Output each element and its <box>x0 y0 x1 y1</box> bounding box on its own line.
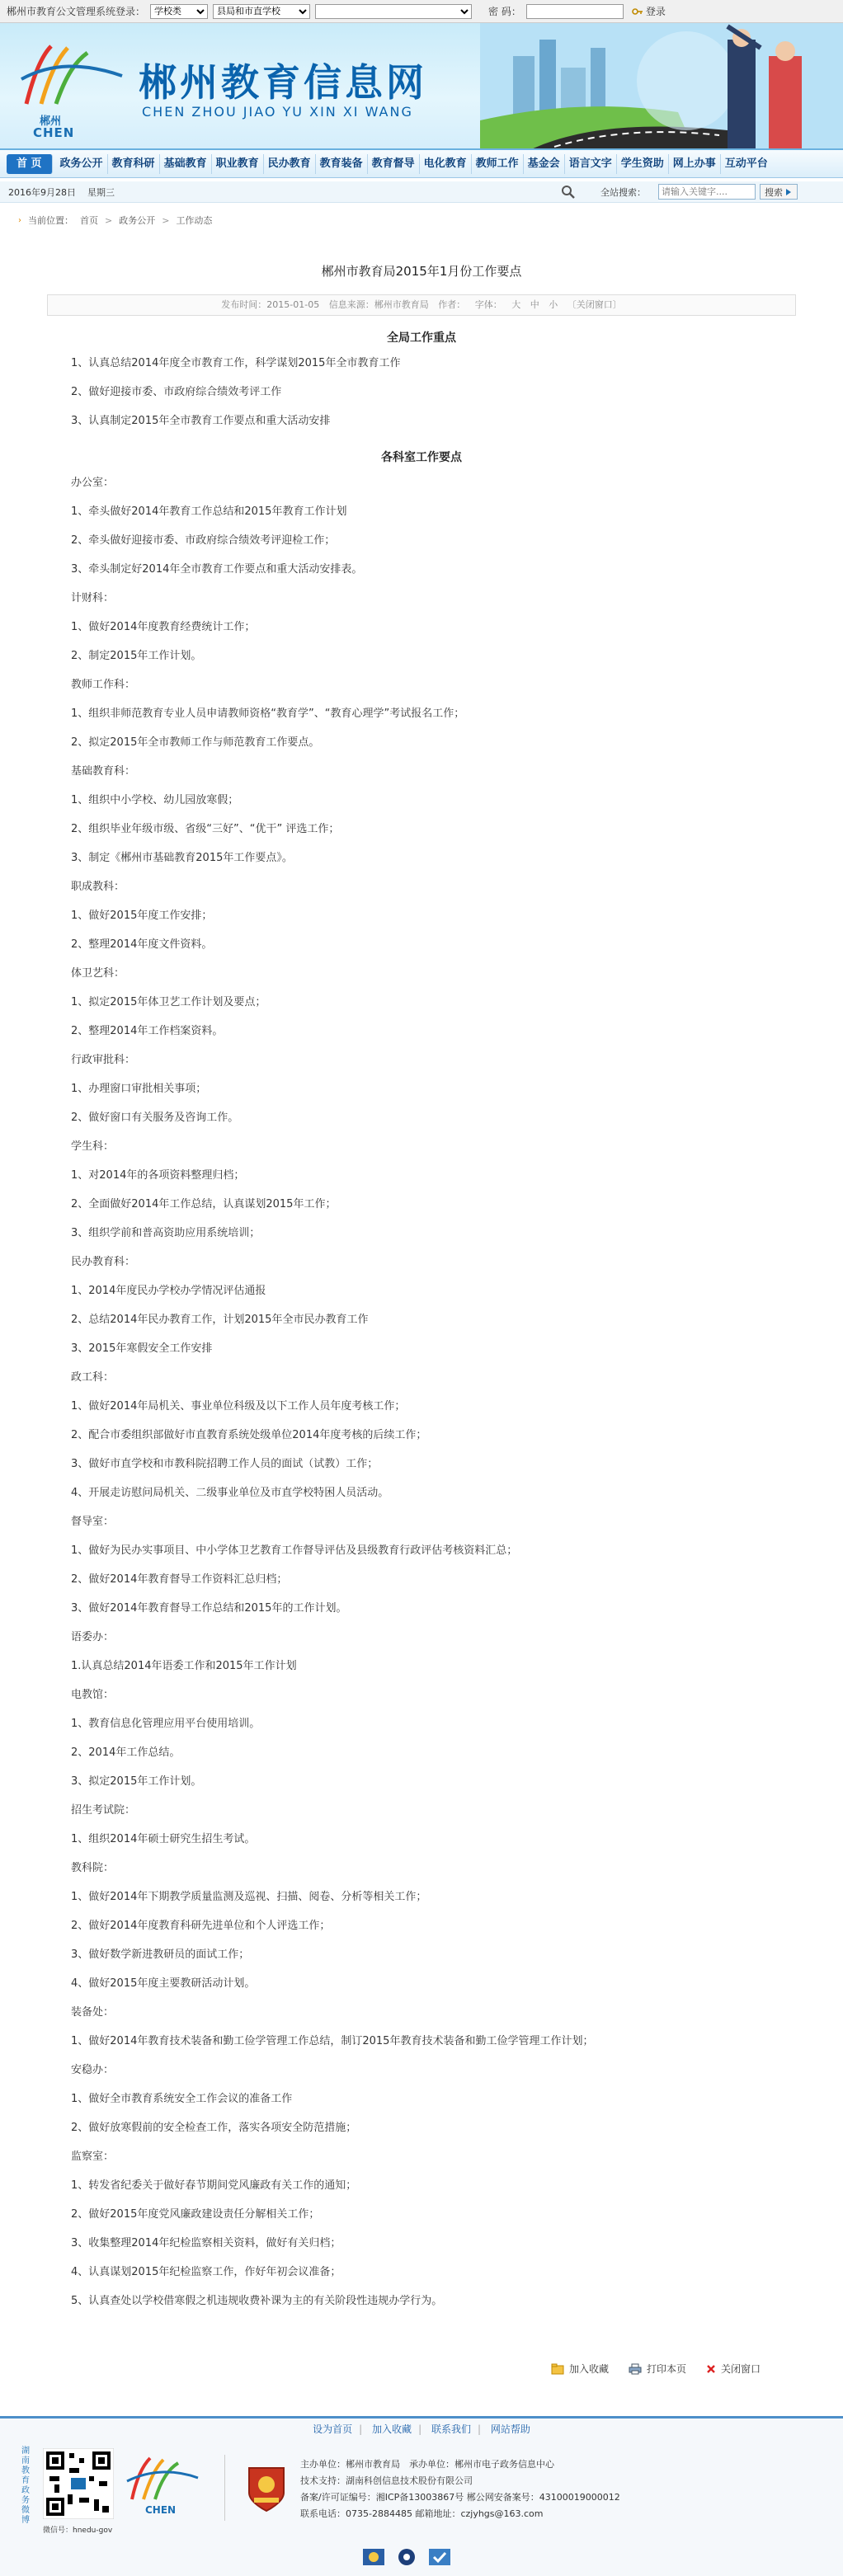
article-paragraph: 2、全面做好2014年工作总结，认真谋划2015年工作； <box>71 1198 337 1210</box>
font-medium-link[interactable]: 中 <box>530 299 539 310</box>
article-paragraph: 1、组织中小学校、幼儿园放寒假； <box>71 794 239 806</box>
article-title: 郴州市教育局2015年1月份工作要点 <box>321 264 522 279</box>
article-paragraph: 1、做好2014年下期教学质量监测及巡视、扫描、阅卷、分析等相关工作； <box>71 1891 427 1903</box>
article-paragraph: 3、拟定2015年工作计划。 <box>71 1775 202 1788</box>
section-heading: 各科室工作要点 <box>381 451 462 464</box>
article-paragraph: 3、做好2014年教育督导工作总结和2015年的工作计划。 <box>71 1602 347 1615</box>
article-paragraph: 监察室： <box>71 2151 115 2163</box>
network-police-icon[interactable] <box>394 2547 419 2567</box>
site-title: 郴州教育信息网 <box>139 60 427 105</box>
add-favorite-label: 加入收藏 <box>569 2363 610 2375</box>
search-input[interactable] <box>658 184 756 200</box>
article-paragraph: 1、办理窗口审批相关事项； <box>71 1083 207 1095</box>
login-button[interactable] <box>632 4 666 18</box>
article-paragraph: 体卫艺科： <box>71 967 125 980</box>
breadcrumb-work-news[interactable]: 工作动态 <box>176 215 213 226</box>
footer-link-help[interactable]: 网站帮助 <box>490 2423 530 2435</box>
article-paragraph: 3、牵头制定好2014年全市教育工作要点和重大活动安排表。 <box>71 563 363 576</box>
nav-foundation[interactable]: 基金会 <box>524 154 565 174</box>
article-paragraph: 2、做好窗口有关服务及咨询工作。 <box>71 1112 239 1124</box>
footer-info-line: 主办单位：郴州市教育局 承办单位：郴州市电子政务信息中心 <box>300 2459 554 2470</box>
article-paragraph: 2、整理2014年工作档案资料。 <box>71 1025 224 1037</box>
section-heading: 全局工作重点 <box>387 331 456 345</box>
article-paragraph: 2、组织毕业年级市级、省级“三好”、“优干” 评选工作； <box>71 823 340 835</box>
login-label: 郴州市教育公文管理系统登录： <box>7 6 146 17</box>
article-paragraph: 1、做好2014年度教育经费统计工作； <box>71 621 256 633</box>
breadcrumb-home[interactable]: 首页 <box>80 215 98 226</box>
school-type-select[interactable] <box>150 4 208 19</box>
footer-divider <box>224 2455 225 2521</box>
info-source: 信息来源：郴州市教育局 <box>328 299 429 310</box>
nav-home[interactable]: 首 页 <box>7 154 53 174</box>
article-paragraph: 3、收集整理2014年纪检监察相关资料，做好有关归档； <box>71 2237 341 2249</box>
article-paragraph: 1、认真总结2014年度全市教育工作，科学谋划2015年全市教育工作 <box>71 357 401 369</box>
article-paragraph: 学生科： <box>71 1140 115 1153</box>
qr-side-caption: 湖南教育政务微博 <box>21 2447 30 2525</box>
footer-info <box>300 2456 620 2522</box>
site-pinyin: CHEN ZHOU JIAO YU XIN XI WANG <box>142 104 413 120</box>
banner-scenery-image <box>480 23 843 150</box>
footer-link-contact[interactable]: 联系我们 <box>431 2423 471 2435</box>
add-favorite-button[interactable] <box>551 2362 609 2376</box>
article-paragraph: 1、牵头做好2014年教育工作总结和2015年教育工作计划 <box>71 505 347 518</box>
nav-private-education[interactable]: 民办教育 <box>264 154 316 174</box>
article-paragraph: 语委办： <box>71 1631 115 1643</box>
site-banner <box>0 23 843 150</box>
article-meta <box>47 294 796 316</box>
nav-language[interactable]: 语言文字 <box>565 154 617 174</box>
footer-links: 设为首页 | 加入收藏 | 联系我们 | 网站帮助 <box>313 2423 530 2435</box>
close-window-button[interactable] <box>706 2362 761 2376</box>
font-large-link[interactable]: 大 <box>511 299 521 310</box>
article-paragraph: 2、整理2014年度文件资料。 <box>71 938 213 951</box>
print-icon <box>629 2363 642 2375</box>
current-date: 2016年9月28日 <box>8 186 76 198</box>
footer-info-line: 联系电话：0735-2884485 邮箱地址：czjyhgs@163.com <box>300 2508 544 2519</box>
article-paragraph: 4、做好2015年度主要教研活动计划。 <box>71 1977 256 1990</box>
search-button-label: 搜索 <box>765 186 783 198</box>
article-paragraph: 2、2014年工作总结。 <box>71 1746 181 1759</box>
article-paragraph: 2、做好2014年度教育科研先进单位和个人评选工作； <box>71 1920 331 1932</box>
folder-star-icon <box>551 2363 564 2375</box>
article-body <box>0 327 843 2315</box>
unit-select[interactable] <box>315 4 472 19</box>
article-paragraph: 1.认真总结2014年语委工作和2015年工作计划 <box>71 1660 297 1672</box>
article-paragraph: 基础教育科： <box>71 765 136 778</box>
article-paragraph: 电教馆： <box>71 1689 115 1701</box>
login-button-label: 登录 <box>645 6 666 17</box>
breadcrumb-label: 当前位置： <box>28 215 73 226</box>
police-badge-icon[interactable] <box>361 2547 386 2567</box>
nav-student-aid[interactable]: 学生资助 <box>617 154 669 174</box>
government-badge-icon[interactable] <box>246 2465 287 2513</box>
close-window-link[interactable]: 〔关闭窗口〕 <box>567 299 622 310</box>
publish-date: 发布时间：2015-01-05 <box>221 299 320 310</box>
article-paragraph: 3、认真制定2015年全市教育工作要点和重大活动安排 <box>71 415 331 427</box>
nav-audiovisual-education[interactable]: 电化教育 <box>420 154 472 174</box>
logo-city: 郴州 <box>40 115 62 128</box>
site-verification-icon[interactable] <box>427 2547 452 2567</box>
article-paragraph: 2、做好放寒假前的安全检查工作，落实各项安全防范措施； <box>71 2122 357 2134</box>
nav-interactive-platform[interactable]: 互动平台 <box>724 157 768 170</box>
district-select[interactable] <box>213 4 310 19</box>
article-paragraph: 1、做好2014年局机关、事业单位科级及以下工作人员年度考核工作； <box>71 1400 406 1413</box>
breadcrumb-government-affairs[interactable]: 政务公开 <box>119 215 156 226</box>
key-icon <box>632 6 643 17</box>
password-label: 密 码： <box>488 6 521 17</box>
logo-en: CHEN <box>33 125 75 140</box>
article-paragraph: 2、做好2014年教育督导工作资料汇总归档； <box>71 1573 288 1586</box>
article-paragraph: 教师工作科： <box>71 679 136 691</box>
article-paragraph: 3、组织学前和普高资助应用系统培训； <box>71 1227 261 1239</box>
breadcrumb-separator: > <box>162 214 170 226</box>
article-paragraph: 2、牵头做好迎接市委、市政府综合绩效考评迎检工作； <box>71 534 336 547</box>
article-paragraph: 2、做好迎接市委、市政府综合绩效考评工作 <box>71 386 282 398</box>
article-paragraph: 3、2015年寒假安全工作安排 <box>71 1342 213 1355</box>
author: 作者： <box>438 299 466 310</box>
footer-link-add-favorite[interactable]: 加入收藏 <box>372 2423 412 2435</box>
footer <box>0 2416 843 2576</box>
breadcrumb <box>18 213 212 228</box>
nav-basic-education[interactable]: 基础教育 <box>160 154 212 174</box>
main-nav <box>0 150 843 178</box>
article-paragraph: 2、总结2014年民办教育工作，计划2015年全市民办教育工作 <box>71 1314 369 1326</box>
article-paragraph: 办公室： <box>71 477 115 489</box>
article-paragraph: 3、制定《郴州市基础教育2015年工作要点》。 <box>71 852 293 864</box>
article-paragraph: 1、做好2014年教育技术装备和勤工俭学管理工作总结，制订2015年教育技术装备和勤工俭学管理工作计划； <box>71 2035 594 2047</box>
article-paragraph: 民办教育科： <box>71 1256 136 1268</box>
nav-vocational-education[interactable]: 职业教育 <box>212 154 264 174</box>
footer-info-line: 备案/许可证编号：湘ICP备13003867号 郴公网安备案号：43100019000012 <box>300 2492 620 2503</box>
article-paragraph: 1、组织2014年硕士研究生招生考试。 <box>71 1833 256 1845</box>
article-paragraph: 计财科： <box>71 592 115 604</box>
nav-education-supervision[interactable]: 教育督导 <box>368 154 420 174</box>
print-label: 打印本页 <box>647 2363 687 2375</box>
article-paragraph: 1、2014年度民办学校办学情况评估通报 <box>71 1285 266 1297</box>
breadcrumb-separator: > <box>105 214 113 226</box>
nav-teacher-work[interactable]: 教师工作 <box>472 154 524 174</box>
nav-education-research[interactable]: 教育科研 <box>108 154 160 174</box>
article-paragraph: 安稳办： <box>71 2064 115 2076</box>
article-paragraph: 4、认真谋划2015年纪检监察工作，作好年初会议准备； <box>71 2266 341 2278</box>
article-tools <box>551 2362 761 2376</box>
login-bar <box>0 0 843 23</box>
close-window-label: 关闭窗口 <box>721 2363 761 2375</box>
footer-logo-icon <box>125 2451 200 2503</box>
article-paragraph: 政工科： <box>71 1371 115 1384</box>
article-paragraph: 1、转发省纪委关于做好春节期间党风廉政有关工作的通知； <box>71 2179 357 2192</box>
nav-online-services[interactable]: 网上办事 <box>669 154 721 174</box>
article-paragraph: 行政审批科： <box>71 1054 136 1066</box>
font-small-link[interactable]: 小 <box>549 299 558 310</box>
footer-link-set-home[interactable]: 设为首页 <box>313 2423 353 2435</box>
article-paragraph: 4、开展走访慰问局机关、二级事业单位及市直学校特困人员活动。 <box>71 1487 389 1499</box>
print-button[interactable] <box>629 2362 686 2376</box>
current-weekday: 星期三 <box>87 186 115 198</box>
article-paragraph: 1、做好全市教育系统安全工作会议的准备工作 <box>71 2093 293 2105</box>
article <box>0 247 843 2315</box>
password-input[interactable] <box>526 4 624 19</box>
article-paragraph: 3、做好市直学校和市教科院招聘工作人员的面试（试教）工作； <box>71 1458 379 1470</box>
qr-code-image[interactable] <box>43 2448 114 2519</box>
search-label: 全站搜索： <box>600 187 646 198</box>
article-paragraph: 1、做好2015年度工作安排； <box>71 910 213 922</box>
magnifier-icon <box>561 185 576 200</box>
article-paragraph: 2、配合市委组织部做好市直教育系统处级单位2014年度考核的后续工作； <box>71 1429 427 1441</box>
site-logo-icon <box>18 38 125 110</box>
article-paragraph: 教科院： <box>71 1862 115 1874</box>
footer-info-line: 技术支持：湖南科创信息技术股份有限公司 <box>300 2475 473 2486</box>
article-paragraph: 2、做好2015年度党风廉政建设责任分解相关工作； <box>71 2208 320 2221</box>
article-paragraph: 1、组织非师范教育专业人员申请教师资格“教育学”、“教育心理学”考试报名工作； <box>71 707 465 720</box>
date-search-bar <box>0 181 843 203</box>
font-size-label: 字体： <box>474 299 502 310</box>
article-paragraph: 1、教育信息化管理应用平台使用培训。 <box>71 1718 261 1730</box>
footer-logo-text: CHEN <box>145 2504 177 2516</box>
article-paragraph: 2、制定2015年工作计划。 <box>71 650 202 662</box>
article-paragraph: 职成教科： <box>71 881 125 893</box>
nav-government-affairs[interactable]: 政务公开 <box>56 154 108 174</box>
qr-bottom-caption: 微信号：hnedu-gov <box>43 2527 113 2535</box>
article-paragraph: 1、对2014年的各项资料整理归档； <box>71 1169 245 1182</box>
article-paragraph: 5、认真查处以学校借寒假之机违规收费补课为主的有关阶段性违规办学行为。 <box>71 2295 443 2307</box>
article-paragraph: 1、拟定2015年体卫艺工作计划及要点； <box>71 996 266 1008</box>
article-paragraph: 3、做好数学新进教研员的面试工作； <box>71 1948 250 1961</box>
breadcrumb-arrow-icon: › <box>18 215 21 225</box>
search-button[interactable] <box>760 184 798 200</box>
article-paragraph: 招生考试院： <box>71 1804 136 1817</box>
article-paragraph: 1、做好为民办实事项目、中小学体卫艺教育工作督导评估及县级教育行政评估考核资料汇总； <box>71 1544 518 1557</box>
footer-badge-icons <box>361 2547 452 2567</box>
article-paragraph: 督导室： <box>71 1516 115 1528</box>
article-paragraph: 装备处： <box>71 2006 115 2019</box>
nav-education-equipment[interactable]: 教育装备 <box>316 154 368 174</box>
close-icon <box>706 2364 716 2374</box>
article-paragraph: 2、拟定2015年全市教师工作与师范教育工作要点。 <box>71 736 320 749</box>
arrow-right-icon <box>784 188 793 196</box>
